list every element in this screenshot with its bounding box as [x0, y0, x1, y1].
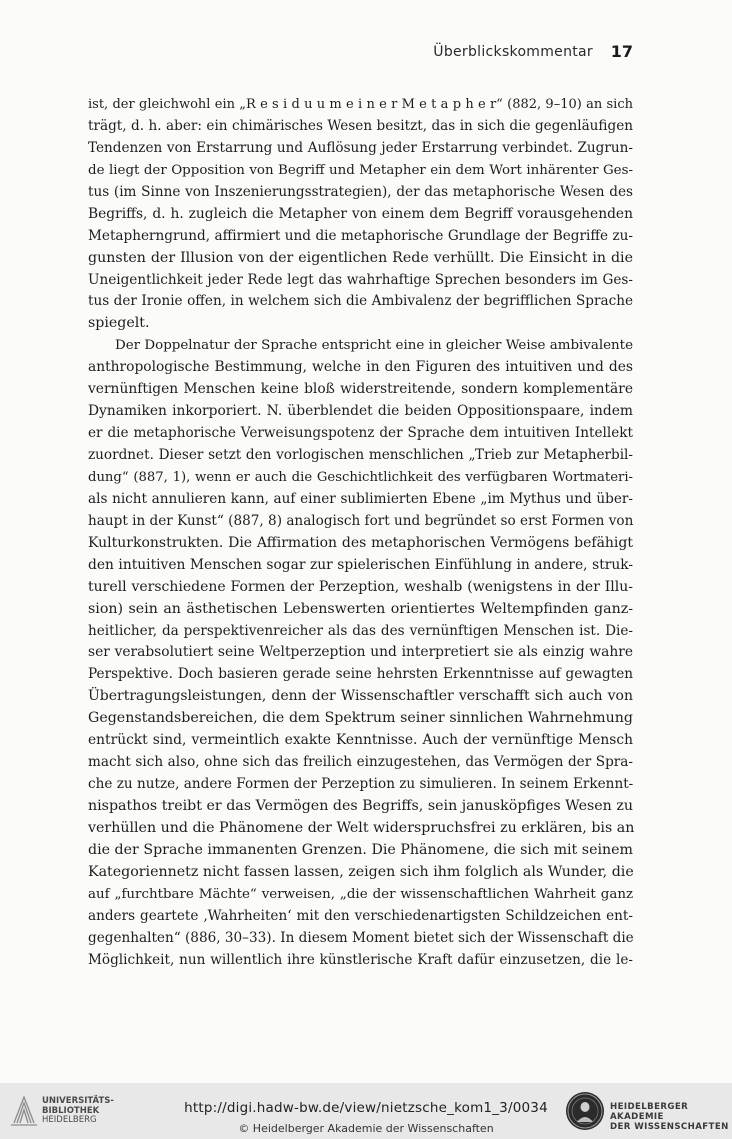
logo-line: DER WISSENSCHAFTEN	[610, 1122, 729, 1132]
text-line: die der Sprache immanenten Grenzen. Die Phänomene, die sich mit seinem	[88, 841, 633, 858]
text-line: zuordnet. Dieser setzt den vorlogischen menschlichen „Trieb zur Metapherbil-	[88, 447, 633, 463]
text-line: anders geartete ‚Wahrheiten‘ mit den verschiedenartigsten Schildzeichen ent-	[88, 907, 633, 924]
body-text	[88, 94, 633, 972]
text-line: Der Doppelnatur der Sprache entspricht eine in gleicher Weise ambivalente	[115, 338, 633, 354]
text-line: Kategoriennetz nicht fassen lassen, zeigen sich ihm folglich als Wunder, die	[88, 863, 634, 880]
text-line: Tendenzen von Erstarrung und Auflösung jeder Erstarrung verbindet. Zugrun-	[88, 139, 633, 156]
text-line: Metapherngrund, affirmiert und die metaphorische Grundlage der Begriffe zu-	[88, 227, 633, 244]
digitization-footer	[0, 1083, 732, 1139]
text-line: Möglichkeit, nun willentlich ihre künstlerische Kraft dafür einzusetzen, die le-	[88, 951, 633, 968]
text-line: Kulturkonstrukten. Die Affirmation des metaphorischen Vermögens befähigt	[88, 534, 633, 551]
text-line: Gegenstandsbereichen, die dem Spektrum seiner sinnlichen Wahrnehmung	[88, 710, 633, 727]
text-line: dung“ (887, 1), wenn er auch die Geschichtlichkeit des verfügbaren Wortmateri-	[88, 469, 633, 485]
text-line: Uneigentlichkeit jeder Rede legt das wahrhaftige Sprechen besonders im Ges-	[88, 271, 633, 288]
logo-line: BIBLIOTHEK	[42, 1105, 100, 1116]
text-line: auf „furchtbare Mächte“ verweisen, „die der wissenschaftlichen Wahrheit ganz	[88, 886, 633, 902]
text-line: anthropologische Bestimmung, welche in den Figuren des intuitiven und des	[88, 359, 633, 376]
logo-line: UNIVERSITÄTS-	[42, 1096, 114, 1106]
logo-line: HEIDELBERG	[42, 1115, 97, 1125]
copyright-notice: © Heidelberger Akademie der Wissenschaften	[238, 1122, 494, 1135]
text-line: Dynamiken inkorporiert. N. überblendet die beiden Oppositionspaare, indem	[88, 403, 633, 420]
text-line: gegenhalten“ (886, 30–33). In diesem Moment bietet sich der Wissenschaft die	[88, 929, 634, 946]
running-header	[88, 42, 633, 64]
running-title: Überblickskommentar	[433, 44, 593, 60]
text-line: de liegt der Opposition von Begriff und Metapher ein dem Wort inhärenter Ges-	[88, 162, 633, 178]
text-line: er die metaphorische Verweisungspotenz der Sprache dem intuitiven Intellekt	[88, 425, 633, 442]
text-line: sion) sein an ästhetischen Lebenswerten orientiertes Weltempfinden ganz-	[88, 600, 633, 617]
text-line: Begriffs, d. h. zugleich die Metapher von einem dem Begriff vorausgehenden	[88, 205, 633, 222]
text-line: che zu nutze, andere Formen der Perzeption zu simulieren. In seinem Erkennt-	[88, 776, 634, 793]
text-line: heitlicher, da perspektivenreicher als das des vernünftigen Menschen ist. Die-	[88, 622, 633, 639]
academy-seal-icon	[566, 1092, 604, 1130]
text-line: vernünftigen Menschen keine bloß widerstreitende, sondern komplementäre	[88, 381, 633, 398]
text-line: macht sich also, ohne sich das freilich einzugestehen, das Vermögen der Spra-	[88, 754, 633, 771]
text-line: tus (im Sinne von Inszenierungsstrategien), der das metaphorische Wesen des	[88, 183, 633, 200]
text-line: tus der Ironie offen, in welchem sich die Ambivalenz der begrifflichen Sprache	[88, 293, 633, 310]
text-line: Übertragungsleistungen, denn der Wissenschaftler verschafft sich auch von	[88, 688, 633, 705]
text-line: gunsten der Illusion von der eigentlichen Rede verhüllt. Die Einsicht in die	[88, 249, 633, 266]
text-line: haupt in der Kunst“ (887, 8) analogisch fort und begründet so erst Formen von	[88, 512, 634, 529]
text-line: turell verschiedene Formen der Perzeption, weshalb (wenigstens in der Illu-	[88, 578, 633, 595]
text-line: entrückt sind, vermeintlich exakte Kenntnisse. Auch der vernünftige Mensch	[88, 732, 633, 749]
text-line: Perspektive. Doch basieren gerade seine hehrsten Erkenntnisse auf gewagten	[88, 666, 633, 683]
text-line: verhüllen und die Phänomene der Welt widerspruchsfrei zu erklären, bis an	[88, 819, 635, 836]
academy-name	[610, 1102, 732, 1132]
text-line: als nicht annulieren kann, auf einer sublimierten Ebene „im Mythus und über-	[88, 490, 633, 507]
text-line: den intuitiven Menschen sogar zur spielerischen Einfühlung in andere, struk-	[88, 556, 633, 573]
text-line: ist, der gleichwohl ein „R e s i d u u m e i n e r M e t a p h e r“ (882, 9–10) an sich	[88, 97, 633, 112]
paragraph	[88, 335, 633, 971]
text-line: trägt, d. h. aber: ein chimärisches Wesen besitzt, das in sich die gegenläufigen	[88, 117, 633, 134]
text-line: ser verabsolutiert seine Weltperzeption und interpretiert sie als einzig wahre	[88, 644, 633, 661]
text-line: nispathos treibt er das Vermögen des Begriffs, sein janusköpfiges Wesen zu	[88, 798, 633, 814]
paragraph	[88, 94, 633, 335]
page-number: 17	[610, 42, 633, 61]
logo-line: HEIDELBERGER AKADEMIE	[610, 1102, 689, 1122]
source-url-link[interactable]: http://digi.hadw-bw.de/view/nietzsche_kom1_3/0034	[184, 1100, 548, 1116]
text-line: spiegelt.	[88, 315, 150, 332]
